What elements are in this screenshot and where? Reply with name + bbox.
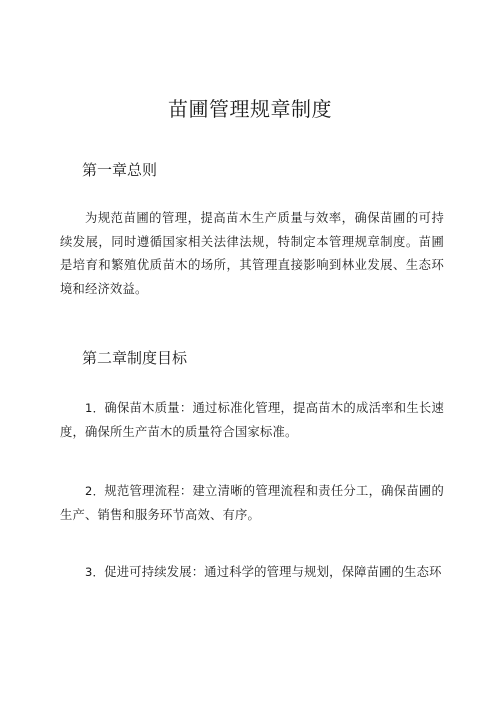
chapter-2-heading: 第二章制度目标 [82, 349, 188, 367]
goal-item-2 [60, 480, 444, 527]
goal-item-1 [60, 397, 444, 444]
chapter-1-heading: 第一章总则 [82, 161, 158, 179]
goal-item-3-text: 促进可持续发展：通过科学的管理与规划，保障苗圃的生态环 [104, 565, 442, 579]
goal-item-2-number: 2． [85, 484, 105, 498]
goal-item-3 [60, 561, 444, 585]
goal-item-1-number: 1． [85, 401, 105, 415]
goal-item-3-number: 3． [85, 565, 105, 579]
goal-item-2-text: 规范管理流程：建立清晰的管理流程和责任分工，确保苗圃的生产、销售和服务环节高效、有序。 [60, 484, 444, 522]
chapter-1-paragraph: 为规范苗圃的管理，提高苗木生产质量与效率，确保苗圃的可持续发展，同时遵循国家相关法律法规，特制定本管理规章制度。苗圃是培育和繁殖优质苗木的场所，其管理直接影响到林业发展、生态环境和经济效益。 [60, 211, 444, 296]
document-title: 苗圃管理规章制度 [168, 97, 332, 121]
goal-item-1-text: 确保苗木质量：通过标准化管理，提高苗木的成活率和生长速度，确保所生产苗木的质量符合国家标准。 [60, 401, 444, 439]
